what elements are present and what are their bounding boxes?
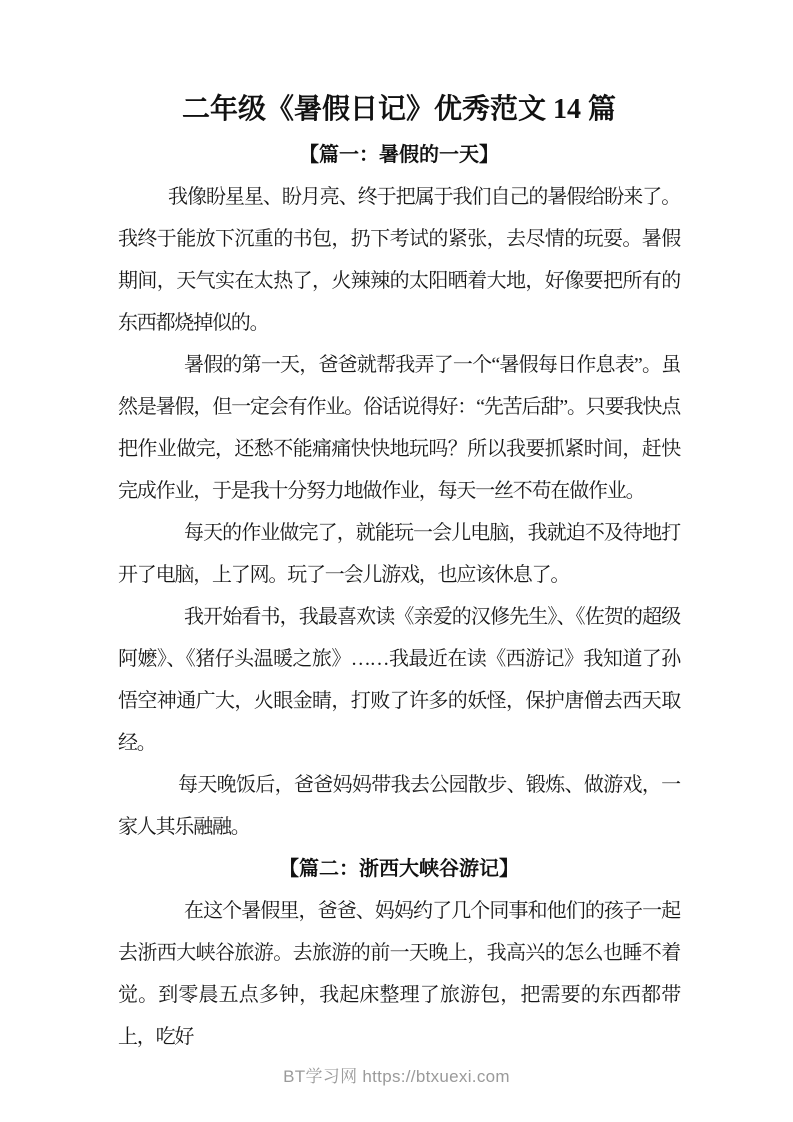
footer-watermark: BT学习网 https://btxuexi.com — [283, 1067, 510, 1086]
essay-1-paragraph-5: 每天晚饭后，爸爸妈妈带我去公园散步、锻炼、做游戏，一家人其乐融融。 — [118, 774, 680, 838]
essay-2-heading: 【篇二：浙西大峡谷游记】 — [279, 858, 519, 880]
essay-1-paragraph-2: 暑假的第一天，爸爸就帮我弄了一个“暑假每日作息表”。虽然是暑假，但一定会有作业。俗话说得好：“先苦后甜”。只要我快点把作业做完，还愁不能痛痛快快地玩吗？所以我要抓紧时间，赶快完成作业，于是我十分努力地做作业，每天一丝不苟在做作业。 — [118, 354, 680, 502]
document-title: 二年级《暑假日记》优秀范文 14 篇 — [181, 94, 616, 125]
essay-1-paragraph-4: 我开始看书，我最喜欢读《亲爱的汉修先生》、《佐贺的超级阿嬷》、《猪仔头温暖之旅》……我最近在读《西游记》我知道了孙悟空神通广大，火眼金睛，打败了许多的妖怪，保护唐僧去西天取经。 — [118, 606, 680, 754]
essay-section-1 — [118, 134, 680, 848]
essay-2-paragraph-1: 在这个暑假里，爸爸、妈妈约了几个同事和他们的孩子一起去浙西大峡谷旅游。去旅游的前一天晚上，我高兴的怎么也睡不着觉。到零晨五点多钟，我起床整理了旅游包，把需要的东西都带上，吃好 — [118, 900, 680, 1048]
essay-1-paragraph-3: 每天的作业做完了，就能玩一会儿电脑，我就迫不及待地打开了电脑，上了网。玩了一会儿游戏，也应该休息了。 — [118, 522, 680, 586]
essay-1-heading: 【篇一：暑假的一天】 — [299, 144, 499, 166]
page-footer — [0, 1064, 793, 1090]
essay-1-paragraph-1: 我像盼星星、盼月亮、终于把属于我们自己的暑假给盼来了。我终于能放下沉重的书包，扔下考试的紧张，去尽情的玩耍。暑假期间，天气实在太热了，火辣辣的太阳晒着大地，好像要把所有的东西都烧掉似的。 — [118, 186, 680, 334]
essay-section-2 — [118, 848, 680, 1058]
